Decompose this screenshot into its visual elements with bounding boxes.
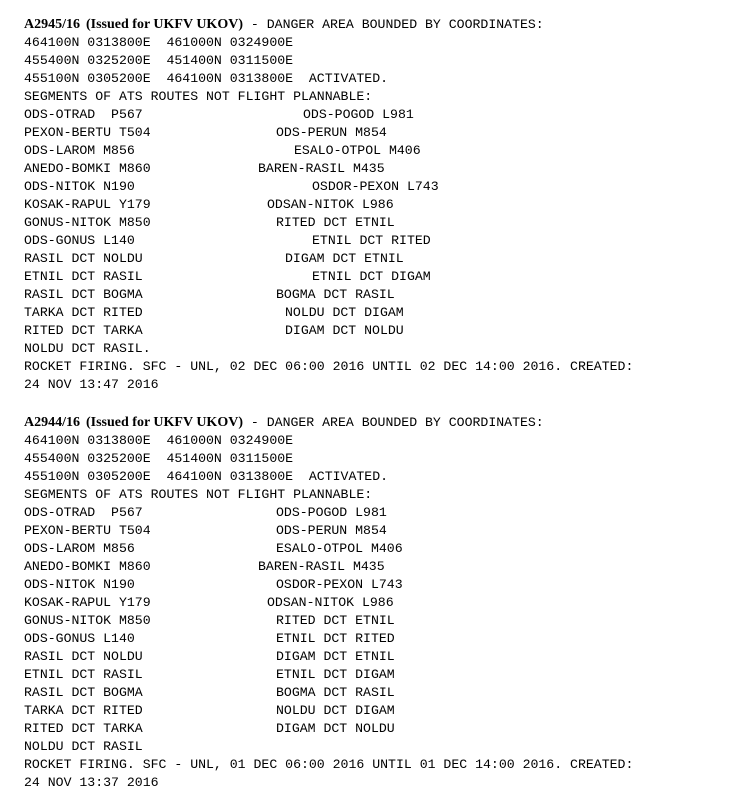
segment-row	[24, 540, 744, 558]
segment-row	[24, 720, 744, 738]
coordinate-line: 464100N 0313800E 461000N 0324900E	[24, 35, 294, 50]
notam-title: - DANGER AREA BOUNDED BY COORDINATES:	[243, 17, 544, 32]
segment-left: RASIL DCT BOGMA	[24, 287, 143, 302]
notam-issued-for: (Issued for UKFV UKOV)	[86, 415, 243, 430]
segment-left: RITED DCT TARKA	[24, 721, 143, 736]
segments-list	[24, 504, 744, 738]
notam-schedule: ROCKET FIRING. SFC - UNL, 01 DEC 06:00 2016 UNTIL 01 DEC 14:00 2016. CREATED:	[24, 757, 634, 772]
segment-left: ETNIL DCT RASIL	[24, 667, 143, 682]
segment-row	[24, 106, 744, 124]
segment-right: ODS-PERUN M854	[276, 523, 387, 538]
notam-issued-for: (Issued for UKFV UKOV)	[86, 17, 243, 32]
notam-block	[24, 16, 744, 394]
coordinate-line: 455400N 0325200E 451400N 0311500E	[24, 53, 294, 68]
notam-id: A2945/16	[24, 17, 80, 32]
segment-right: ODS-PERUN M854	[276, 125, 387, 140]
segment-left: ODS-LAROM M856	[24, 541, 135, 556]
segment-row	[24, 232, 744, 250]
segment-row	[24, 558, 744, 576]
notam-title: - DANGER AREA BOUNDED BY COORDINATES:	[243, 415, 544, 430]
segment-row	[24, 702, 744, 720]
segment-left: ANEDO-BOMKI M860	[24, 559, 151, 574]
segment-left: RASIL DCT NOLDU	[24, 251, 143, 266]
segment-right: DIGAM DCT ETNIL	[276, 649, 395, 664]
segment-left: PEXON-BERTU T504	[24, 125, 151, 140]
segment-left: RASIL DCT BOGMA	[24, 685, 143, 700]
notam-schedule: ROCKET FIRING. SFC - UNL, 02 DEC 06:00 2016 UNTIL 02 DEC 14:00 2016. CREATED:	[24, 359, 634, 374]
segment-left: KOSAK-RAPUL Y179	[24, 197, 151, 212]
segment-row	[24, 214, 744, 232]
segment-left: ODS-NITOK N190	[24, 577, 135, 592]
segment-right: RITED DCT ETNIL	[276, 613, 395, 628]
segment-row	[24, 522, 744, 540]
segment-right: ODS-POGOD L981	[303, 107, 414, 122]
segment-right: ETNIL DCT RITED	[312, 233, 431, 248]
notam-block	[24, 414, 744, 792]
segment-row	[24, 160, 744, 178]
segment-left: GONUS-NITOK M850	[24, 613, 151, 628]
segments-list	[24, 106, 744, 340]
segment-right: ETNIL DCT RITED	[276, 631, 395, 646]
notam-header	[24, 414, 744, 432]
segment-row	[24, 666, 744, 684]
segment-left: ODS-NITOK N190	[24, 179, 135, 194]
segment-right: DIGAM DCT ETNIL	[285, 251, 404, 266]
segments-heading: SEGMENTS OF ATS ROUTES NOT FLIGHT PLANNABLE:	[24, 487, 373, 502]
segment-right: ODS-POGOD L981	[276, 505, 387, 520]
segment-right: RITED DCT ETNIL	[276, 215, 395, 230]
segment-last: NOLDU DCT RASIL.	[24, 341, 151, 356]
segment-right: ODSAN-NITOK L986	[267, 197, 394, 212]
coordinate-line: 455100N 0305200E 464100N 0313800E ACTIVATED.	[24, 71, 389, 86]
notam-header	[24, 16, 744, 34]
coordinate-line: 455400N 0325200E 451400N 0311500E	[24, 451, 294, 466]
segments-heading: SEGMENTS OF ATS ROUTES NOT FLIGHT PLANNABLE:	[24, 89, 373, 104]
segment-right: DIGAM DCT NOLDU	[276, 721, 395, 736]
notam-created: 24 NOV 13:47 2016	[24, 377, 159, 392]
segment-right: ETNIL DCT DIGAM	[312, 269, 431, 284]
segment-right: NOLDU DCT DIGAM	[276, 703, 395, 718]
notam-created: 24 NOV 13:37 2016	[24, 775, 159, 790]
notam-id: A2944/16	[24, 415, 80, 430]
segment-left: RITED DCT TARKA	[24, 323, 143, 338]
segment-row	[24, 322, 744, 340]
segment-left: GONUS-NITOK M850	[24, 215, 151, 230]
segment-left: KOSAK-RAPUL Y179	[24, 595, 151, 610]
segment-row	[24, 286, 744, 304]
segment-left: ODS-LAROM M856	[24, 143, 135, 158]
segment-row	[24, 250, 744, 268]
segment-left: TARKA DCT RITED	[24, 703, 143, 718]
segment-row	[24, 178, 744, 196]
segment-right: ESALO-OTPOL M406	[276, 541, 403, 556]
segment-row	[24, 630, 744, 648]
segment-right: NOLDU DCT DIGAM	[285, 305, 404, 320]
coordinate-line: 464100N 0313800E 461000N 0324900E	[24, 433, 294, 448]
segment-last: NOLDU DCT RASIL	[24, 739, 143, 754]
segment-left: ODS-GONUS L140	[24, 631, 135, 646]
segment-left: ODS-GONUS L140	[24, 233, 135, 248]
segment-right: BAREN-RASIL M435	[258, 559, 385, 574]
segment-row	[24, 142, 744, 160]
segment-row	[24, 576, 744, 594]
segment-left: ODS-OTRAD P567	[24, 505, 143, 520]
segment-right: OSDOR-PEXON L743	[276, 577, 403, 592]
segment-right: ETNIL DCT DIGAM	[276, 667, 395, 682]
segment-right: OSDOR-PEXON L743	[312, 179, 439, 194]
segment-right: DIGAM DCT NOLDU	[285, 323, 404, 338]
segment-left: PEXON-BERTU T504	[24, 523, 151, 538]
segment-right: ESALO-OTPOL M406	[294, 143, 421, 158]
segment-row	[24, 196, 744, 214]
segment-row	[24, 594, 744, 612]
segment-row	[24, 684, 744, 702]
segment-row	[24, 124, 744, 142]
segment-left: ANEDO-BOMKI M860	[24, 161, 151, 176]
segment-row	[24, 648, 744, 666]
segment-row	[24, 612, 744, 630]
segment-right: BOGMA DCT RASIL	[276, 287, 395, 302]
segment-row	[24, 504, 744, 522]
segment-right: ODSAN-NITOK L986	[267, 595, 394, 610]
segment-row	[24, 268, 744, 286]
segment-right: BOGMA DCT RASIL	[276, 685, 395, 700]
coordinate-line: 455100N 0305200E 464100N 0313800E ACTIVATED.	[24, 469, 389, 484]
segment-right: BAREN-RASIL M435	[258, 161, 385, 176]
segment-left: TARKA DCT RITED	[24, 305, 143, 320]
segment-left: ETNIL DCT RASIL	[24, 269, 143, 284]
segment-row	[24, 304, 744, 322]
segment-left: RASIL DCT NOLDU	[24, 649, 143, 664]
segment-left: ODS-OTRAD P567	[24, 107, 143, 122]
